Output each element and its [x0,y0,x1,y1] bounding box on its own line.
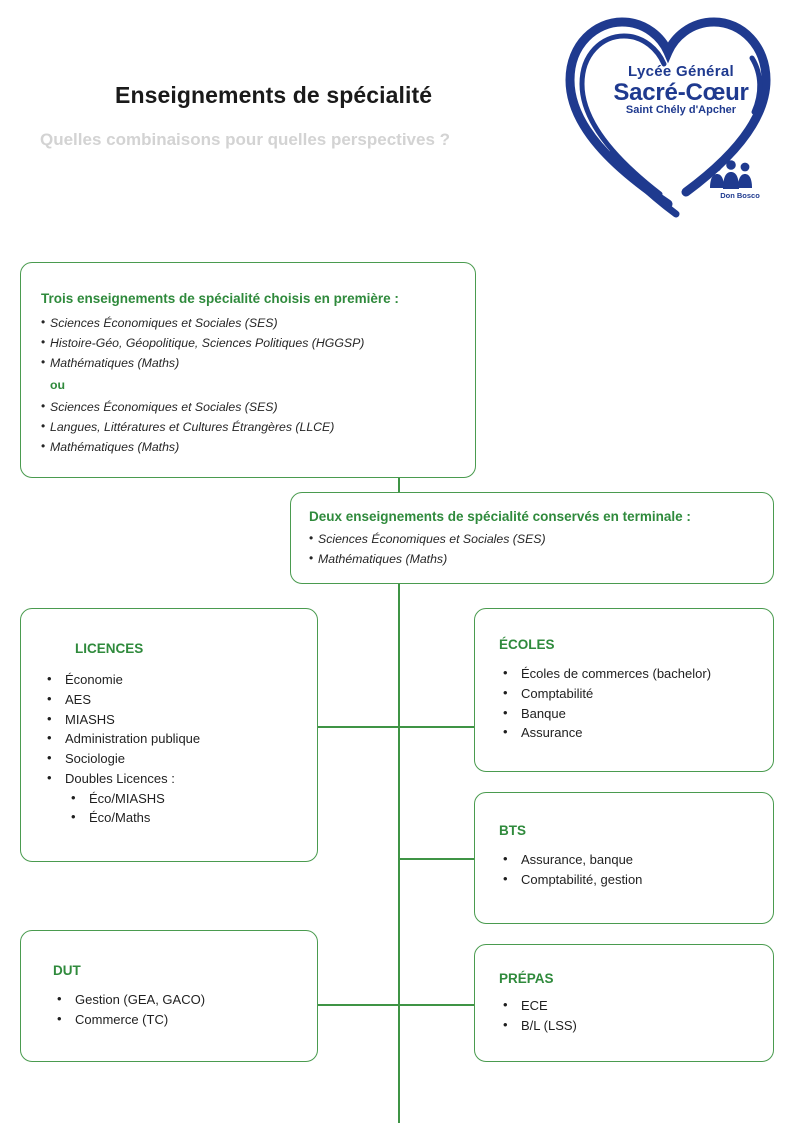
node-dut [20,930,318,1062]
node-ecoles [474,608,774,772]
connector-spine-to-dut [318,1004,400,1006]
node-licences-items [43,670,295,828]
list-item: • Écoles de commerces (bachelor) [499,664,753,684]
list-item: • ECE [499,996,753,1016]
list-item: • Commerce (TC) [53,1010,295,1030]
list-item: • Économie [43,670,295,690]
logo-line-3: Saint Chély d'Apcher [625,103,737,116]
connector-spine-to-prepas [398,1004,476,1006]
list-item: • Sciences Économiques et Sociales (SES) [41,398,455,418]
don-bosco-logo [708,160,772,200]
three-people-icon [708,160,754,190]
list-item: • Sciences Économiques et Sociales (SES) [41,314,455,334]
list-item: • Sociologie [43,749,295,769]
node-licences [20,608,318,862]
node-premiere-combo-a [41,314,455,374]
list-item: • Assurance, banque [499,850,753,870]
node-prepas [474,944,774,1062]
node-premiere-separator: ou [50,377,66,392]
page-header [0,0,794,240]
node-ecoles-heading: ÉCOLES [499,637,555,652]
node-prepas-items [499,996,753,1036]
node-prepas-heading: PRÉPAS [499,971,554,986]
node-terminale-specialities [290,492,774,584]
list-item: • Éco/MIASHS [43,789,295,809]
node-bts-items [499,850,753,890]
node-dut-heading: DUT [53,963,81,978]
page-subtitle: Quelles combinaisons pour quelles perspectives ? [40,130,451,149]
page-title: Enseignements de spécialité [115,82,433,108]
connector-spine-to-ecoles [398,726,476,728]
list-item: • Administration publique [43,729,295,749]
list-item: • Mathématiques (Maths) [309,550,753,570]
list-item: • Langues, Littératures et Cultures Étrangères (LLCE) [41,418,455,438]
list-item: • AES [43,690,295,710]
node-dut-items [53,990,295,1030]
list-item: • Mathématiques (Maths) [41,438,455,458]
list-item: • Mathématiques (Maths) [41,354,455,374]
node-premiere-specialities [20,262,476,478]
node-premiere-heading: Trois enseignements de spécialité choisis en première : [41,291,399,306]
list-item: • Banque [499,704,753,724]
node-terminale-heading: Deux enseignements de spécialité conservés en terminale : [309,509,691,524]
list-item: • MIASHS [43,710,295,730]
logo-line-1: Lycée Général [628,63,734,80]
list-item: • B/L (LSS) [499,1016,753,1036]
node-ecoles-items [499,664,753,743]
list-item: • Assurance [499,723,753,743]
list-item: • Éco/Maths [43,808,295,828]
school-logo [556,8,782,223]
connector-spine-to-bts [398,858,476,860]
node-bts [474,792,774,924]
connector-spine-main [398,584,400,1123]
list-item: • Comptabilité, gestion [499,870,753,890]
logo-wordmark [596,64,766,116]
list-item: • Doubles Licences : [43,769,295,789]
node-licences-heading: LICENCES [75,641,144,656]
node-bts-heading: BTS [499,823,526,838]
list-item: • Histoire-Géo, Géopolitique, Sciences Politiques (HGGSP) [41,334,455,354]
node-terminale-items [309,530,753,570]
list-item: • Comptabilité [499,684,753,704]
don-bosco-label: Don Bosco [720,191,760,200]
node-premiere-combo-b [41,398,455,458]
list-item: • Sciences Économiques et Sociales (SES) [309,530,753,550]
logo-line-2: Sacré-Cœur [613,78,749,106]
connector-spine-to-licences [318,726,400,728]
list-item: • Gestion (GEA, GACO) [53,990,295,1010]
